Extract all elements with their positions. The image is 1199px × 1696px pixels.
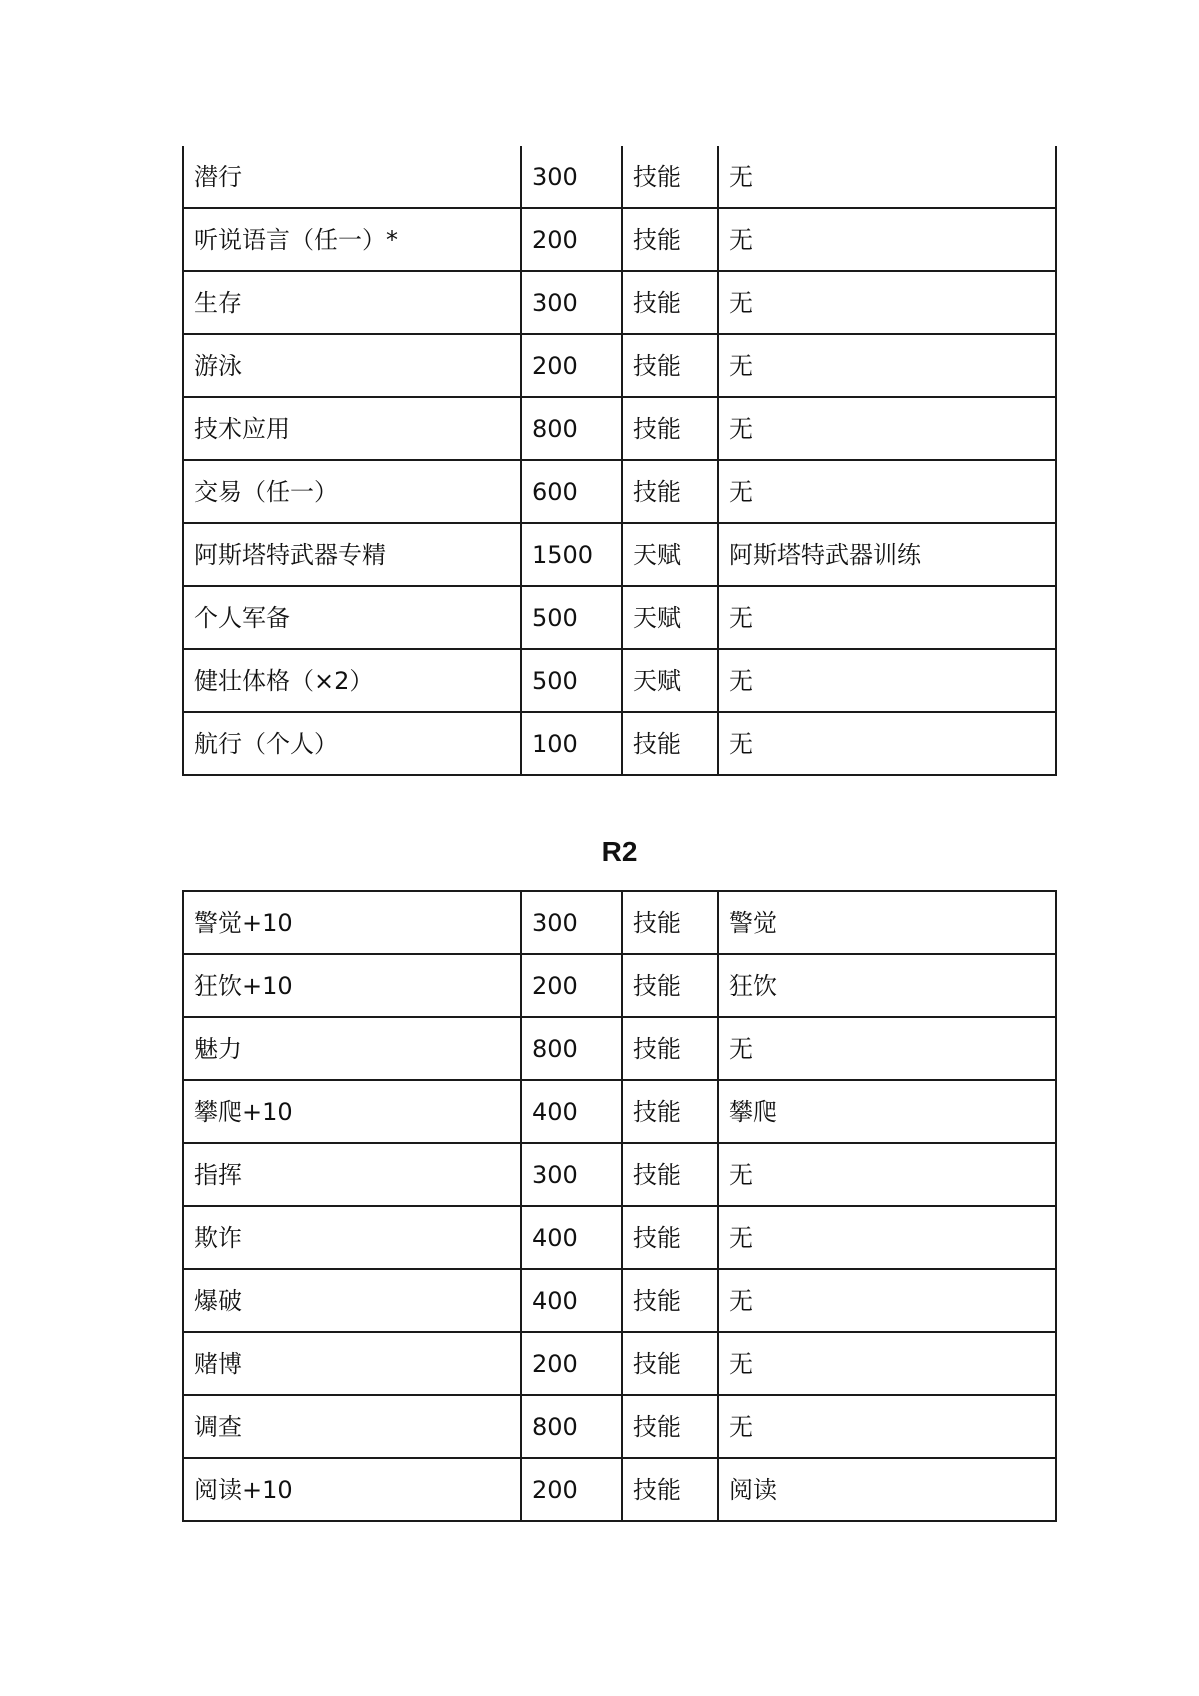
cost-cell: 500: [521, 586, 622, 649]
advance-name-cell: 听说语言（任一）*: [183, 208, 521, 271]
cost-cell: 300: [521, 1143, 622, 1206]
type-cell: 技能: [622, 1395, 718, 1458]
type-cell: 技能: [622, 146, 718, 208]
advance-name-cell: 技术应用: [183, 397, 521, 460]
prerequisite-cell: 无: [718, 1269, 1056, 1332]
prerequisite-cell: 无: [718, 460, 1056, 523]
table-row: [183, 891, 1056, 954]
table-row: [183, 334, 1056, 397]
type-cell: 技能: [622, 397, 718, 460]
prerequisite-cell: 阿斯塔特武器训练: [718, 523, 1056, 586]
type-cell: 技能: [622, 1143, 718, 1206]
table-row: [183, 712, 1056, 775]
cost-cell: 400: [521, 1080, 622, 1143]
advance-name-cell: 阅读+10: [183, 1458, 521, 1521]
table-row: [183, 1206, 1056, 1269]
type-cell: 技能: [622, 954, 718, 1017]
advance-name-cell: 警觉+10: [183, 891, 521, 954]
advance-name-cell: 赌博: [183, 1332, 521, 1395]
prerequisite-cell: 无: [718, 146, 1056, 208]
section-heading-r2: R2: [601, 836, 638, 867]
cost-cell: 300: [521, 146, 622, 208]
prerequisite-cell: 无: [718, 586, 1056, 649]
prerequisite-cell: 无: [718, 712, 1056, 775]
type-cell: 天赋: [622, 649, 718, 712]
type-cell: 技能: [622, 712, 718, 775]
type-cell: 技能: [622, 460, 718, 523]
type-cell: 技能: [622, 1332, 718, 1395]
advance-name-cell: 生存: [183, 271, 521, 334]
advance-name-cell: 欺诈: [183, 1206, 521, 1269]
advance-name-cell: 个人军备: [183, 586, 521, 649]
prerequisite-cell: 阅读: [718, 1458, 1056, 1521]
cost-cell: 800: [521, 397, 622, 460]
advance-name-cell: 指挥: [183, 1143, 521, 1206]
cost-cell: 400: [521, 1206, 622, 1269]
advance-name-cell: 游泳: [183, 334, 521, 397]
cost-cell: 300: [521, 891, 622, 954]
type-cell: 天赋: [622, 523, 718, 586]
advance-name-cell: 潜行: [183, 146, 521, 208]
prerequisite-cell: 狂饮: [718, 954, 1056, 1017]
advance-name-cell: 爆破: [183, 1269, 521, 1332]
table-row: [183, 954, 1056, 1017]
advances-table-continued: [182, 146, 1057, 776]
prerequisite-cell: 无: [718, 208, 1056, 271]
cost-cell: 300: [521, 271, 622, 334]
prerequisite-cell: 无: [718, 649, 1056, 712]
advance-name-cell: 调查: [183, 1395, 521, 1458]
table-row: [183, 208, 1056, 271]
prerequisite-cell: 攀爬: [718, 1080, 1056, 1143]
advance-name-cell: 魅力: [183, 1017, 521, 1080]
prerequisite-cell: 无: [718, 271, 1056, 334]
prerequisite-cell: 无: [718, 1017, 1056, 1080]
advance-name-cell: 攀爬+10: [183, 1080, 521, 1143]
advance-name-cell: 阿斯塔特武器专精: [183, 523, 521, 586]
cost-cell: 800: [521, 1017, 622, 1080]
advance-name-cell: 狂饮+10: [183, 954, 521, 1017]
prerequisite-cell: 无: [718, 334, 1056, 397]
advance-name-cell: 航行（个人）: [183, 712, 521, 775]
table-row: [183, 1017, 1056, 1080]
type-cell: 技能: [622, 1269, 718, 1332]
type-cell: 技能: [622, 334, 718, 397]
advances-table-r2: [182, 890, 1057, 1522]
prerequisite-cell: 无: [718, 397, 1056, 460]
table-row: [183, 460, 1056, 523]
table-row: [183, 146, 1056, 208]
cost-cell: 200: [521, 1458, 622, 1521]
table-row: [183, 1143, 1056, 1206]
prerequisite-cell: 无: [718, 1143, 1056, 1206]
table-row: [183, 1395, 1056, 1458]
table-row: [183, 1332, 1056, 1395]
prerequisite-cell: 无: [718, 1332, 1056, 1395]
cost-cell: 200: [521, 334, 622, 397]
advance-name-cell: 健壮体格（×2）: [183, 649, 521, 712]
table-row: [183, 1269, 1056, 1332]
table-row: [183, 397, 1056, 460]
prerequisite-cell: 警觉: [718, 891, 1056, 954]
type-cell: 技能: [622, 208, 718, 271]
type-cell: 天赋: [622, 586, 718, 649]
cost-cell: 200: [521, 1332, 622, 1395]
cost-cell: 400: [521, 1269, 622, 1332]
type-cell: 技能: [622, 271, 718, 334]
cost-cell: 500: [521, 649, 622, 712]
cost-cell: 1500: [521, 523, 622, 586]
prerequisite-cell: 无: [718, 1395, 1056, 1458]
prerequisite-cell: 无: [718, 1206, 1056, 1269]
table-row: [183, 1458, 1056, 1521]
advance-name-cell: 交易（任一）: [183, 460, 521, 523]
table-row: [183, 586, 1056, 649]
cost-cell: 600: [521, 460, 622, 523]
type-cell: 技能: [622, 1206, 718, 1269]
table-row: [183, 523, 1056, 586]
table-row: [183, 271, 1056, 334]
table-row: [183, 1080, 1056, 1143]
cost-cell: 100: [521, 712, 622, 775]
type-cell: 技能: [622, 1080, 718, 1143]
type-cell: 技能: [622, 1458, 718, 1521]
cost-cell: 200: [521, 954, 622, 1017]
type-cell: 技能: [622, 891, 718, 954]
cost-cell: 200: [521, 208, 622, 271]
cost-cell: 800: [521, 1395, 622, 1458]
table-row: [183, 649, 1056, 712]
type-cell: 技能: [622, 1017, 718, 1080]
